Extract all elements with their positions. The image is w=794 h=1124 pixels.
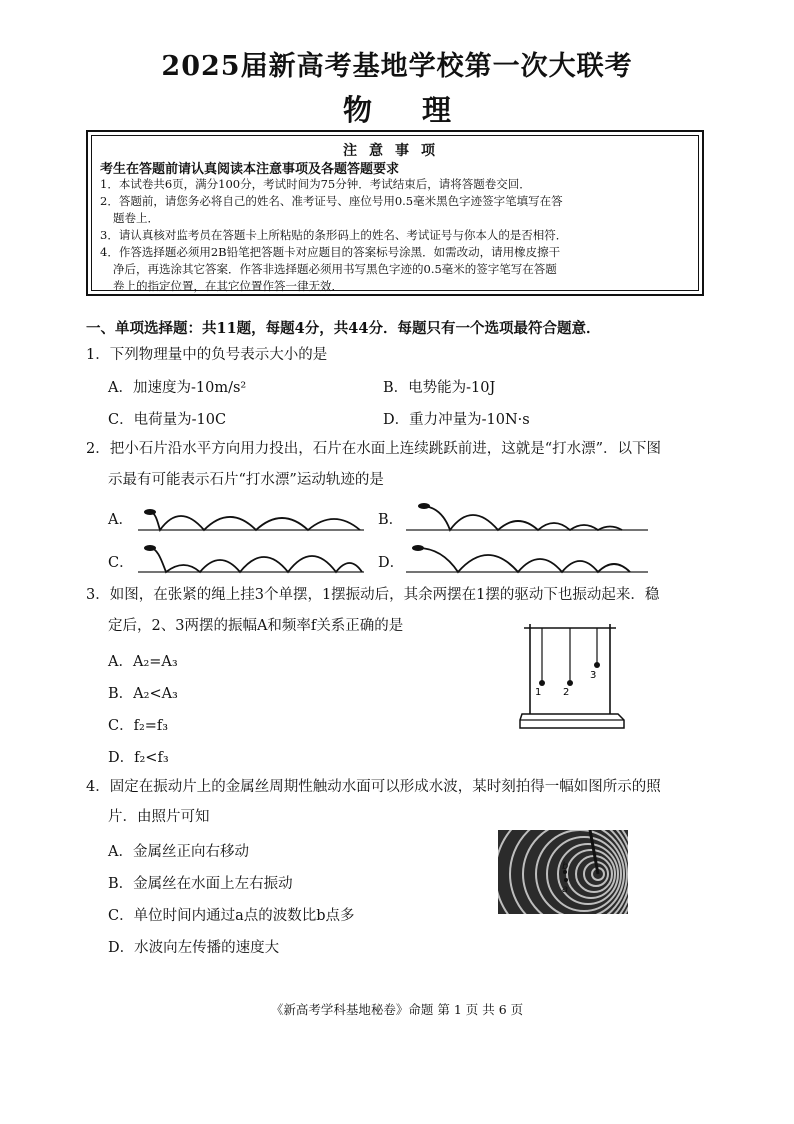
- pendulum-1-bob: [539, 680, 545, 686]
- subject-title: 物 理: [342, 93, 472, 127]
- trajectory-path: [424, 506, 622, 530]
- notice-item-4-cont-2: 卷上的指定位置，在其它位置作答一律无效．: [113, 279, 343, 293]
- q4-option-d: D．水波向左传播的速度大: [108, 940, 280, 956]
- q4-stem-line1: 4．固定在振动片上的金属丝周期性触动水面可以形成水波，某时刻拍得一幅如图所示的照: [86, 779, 661, 795]
- notice-title: 注意事项: [343, 143, 447, 159]
- notice-inner-border: [91, 135, 699, 291]
- notice-box: [86, 130, 704, 296]
- q4-option-a: A．金属丝正向右移动: [108, 844, 249, 860]
- q2-trajectory-b: [402, 496, 652, 532]
- pendulum-3-bob: [594, 662, 600, 668]
- base-stand: [520, 714, 624, 728]
- trajectory-path: [418, 548, 630, 572]
- q4-option-c: C．单位时间内通过a点的波数比b点多: [108, 908, 355, 924]
- notice-item-3: 3．请认真核对监考员在答题卡上所粘贴的条形码上的姓名、考试证号与你本人的是否相符．: [100, 228, 568, 242]
- page-footer: 《新高考学科基地秘卷》命题 第 1 页 共 6 页: [270, 1002, 524, 1017]
- exam-title: 2025届新高考基地学校第一次大联考: [161, 51, 633, 82]
- q2-option-c-label: C．: [108, 555, 134, 571]
- q2-option-b-label: B．: [378, 512, 404, 528]
- point-a-label: a: [562, 884, 569, 895]
- q3-option-d: D．f₂<f₃: [108, 750, 169, 766]
- notice-item-1: 1．本试卷共6页，满分100分，考试时间为75分钟．考试结束后，请将答题卷交回．: [100, 177, 531, 191]
- section-heading: 一、单项选择题：共11题，每题4分，共44分．每题只有一个选项最符合题意．: [86, 320, 601, 337]
- q3-stem-line1: 3．如图，在张紧的绳上挂3个单摆，1摆振动后，其余两摆在1摆的驱动下也振动起来．稳: [86, 587, 660, 603]
- q3-stem-line2: 定后，2、3两摆的振幅A和频率f关系正确的是: [108, 618, 404, 634]
- pendulum-label-2: 2: [563, 687, 570, 698]
- q3-option-c: C．f₂=f₃: [108, 718, 169, 734]
- trajectory-path: [150, 512, 360, 530]
- pendulum-label-3: 3: [590, 670, 597, 681]
- notice-heading: 考生在答题前请认真阅读本注意事项及各题答题要求: [100, 162, 400, 177]
- q3-option-b: B．A₂<A₃: [108, 686, 178, 702]
- notice-item-2: 2．答题前，请您务必将自己的姓名、准考证号、座位号用0.5毫米黑色字迹签字笔填写在答: [100, 194, 563, 208]
- pendulum-2-bob: [567, 680, 573, 686]
- q2-option-d-label: D．: [378, 555, 405, 571]
- q1-option-d: D．重力冲量为-10N·s: [383, 412, 530, 428]
- q1-option-b: B．电势能为-10J: [383, 380, 496, 396]
- point-b-label: b: [562, 861, 569, 872]
- q3-option-a: A．A₂=A₃: [108, 654, 178, 670]
- q2-option-a-label: A．: [108, 512, 133, 528]
- q2-trajectory-c: [136, 536, 366, 574]
- pendulum-label-1: 1: [535, 687, 542, 698]
- q2-stem-line2: 示最有可能表示石片“打水漂”运动轨迹的是: [108, 472, 384, 488]
- q1-stem: 1．下列物理量中的负号表示大小的是: [86, 347, 328, 363]
- q2-stem-line1: 2．把小石片沿水平方向用力投出，石片在水面上连续跳跃前进，这就是“打水漂”．以下图: [86, 441, 662, 457]
- trajectory-path: [150, 548, 362, 572]
- q3-pendulum-figure: [516, 618, 628, 732]
- notice-item-2-cont: 题卷上．: [113, 211, 159, 225]
- q4-stem-line2: 片．由照片可知: [108, 809, 210, 825]
- notice-item-4: 4．作答选择题必须用2B铅笔把答题卡对应题目的答案标号涂黑．如需改动，请用橡皮擦干: [100, 245, 561, 259]
- q1-option-c: C．电荷量为-10C: [108, 412, 227, 428]
- notice-item-4-cont-1: 净后，再选涂其它答案．作答非选择题必须用书写黑色字迹的0.5毫米的签字笔写在答题: [113, 262, 557, 276]
- q4-water-wave-photo: [498, 830, 628, 914]
- q2-trajectory-a: [136, 498, 366, 532]
- q2-trajectory-d: [402, 534, 652, 574]
- point-a-dot: [564, 878, 568, 882]
- q1-option-a: A．加速度为-10m/s²: [108, 380, 247, 396]
- q4-option-b: B．金属丝在水面上左右振动: [108, 876, 293, 892]
